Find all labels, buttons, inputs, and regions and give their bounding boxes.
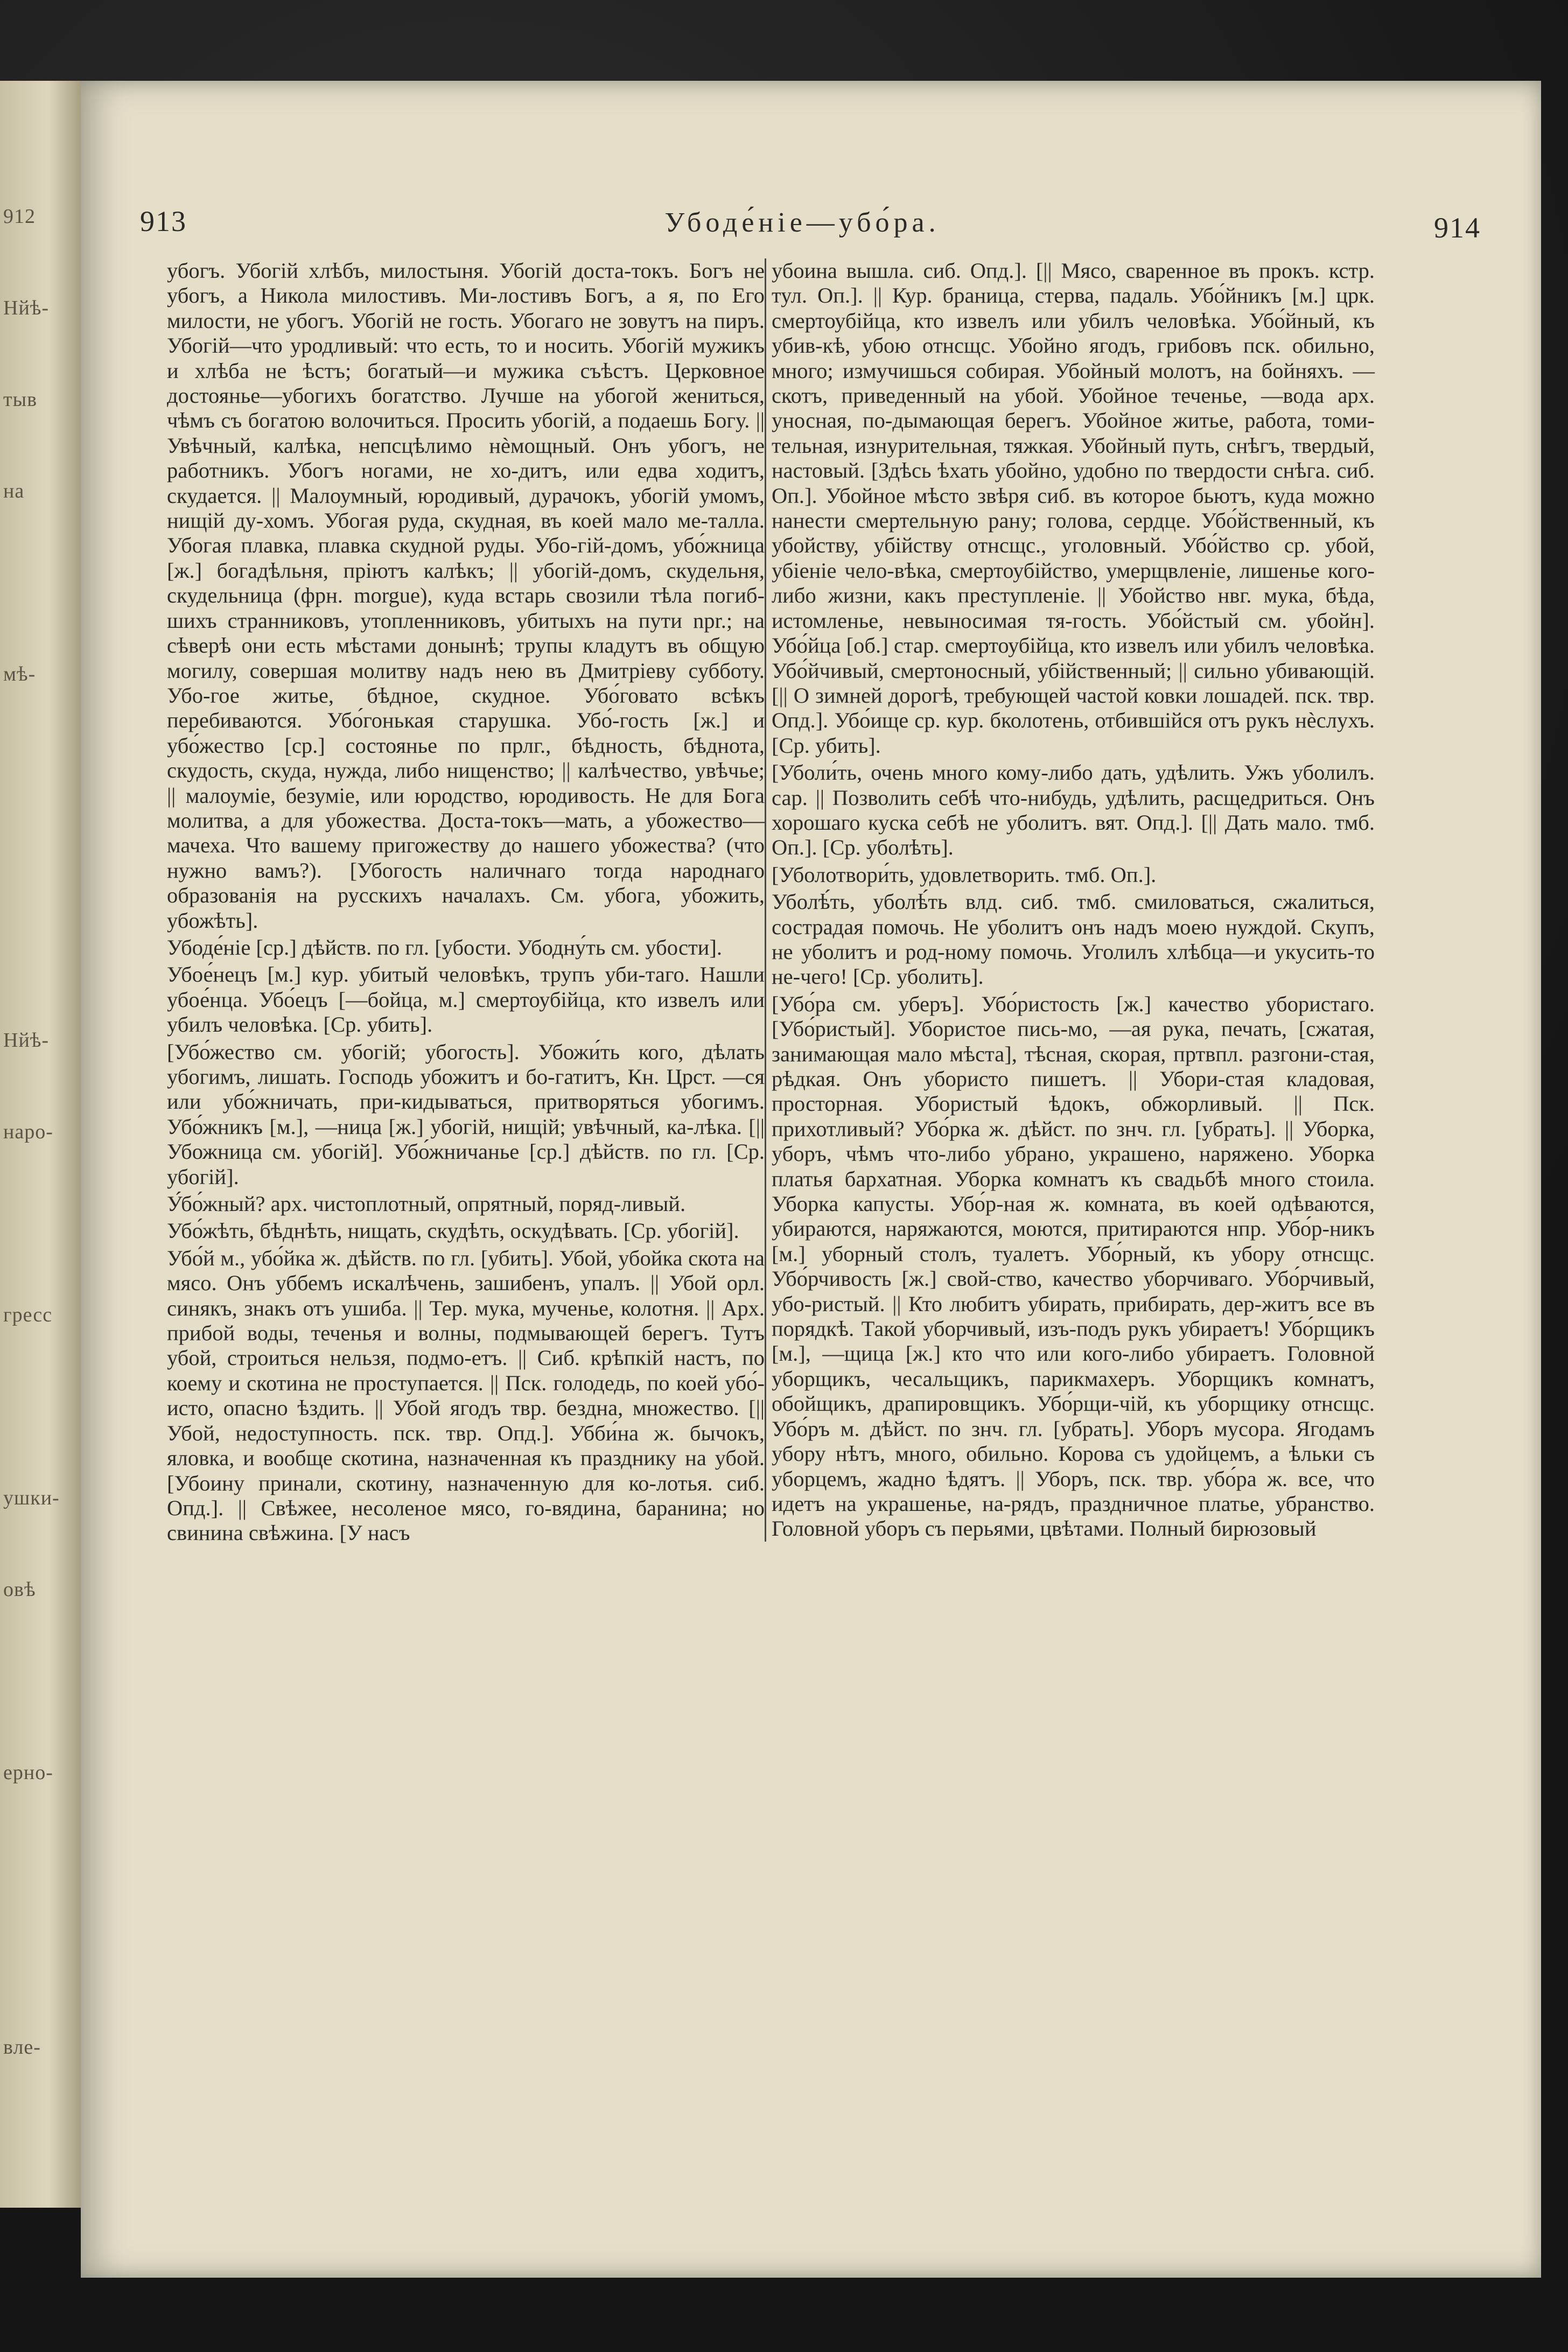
- previous-page-fragment: на: [3, 480, 25, 502]
- dictionary-entry: [Уболотвори́ть, удовлетворить. тмб. Оп.].: [772, 862, 1157, 887]
- continued-entry: убогъ. Убогій хлѣбъ, милостыня. Убогій доста-токъ. Богъ не убогъ, а Никола милостивъ. Ми-лостивъ Богъ, а я, по Его милости, не убогъ. Убогій не гость. Убогаго не зовутъ на пиръ. Убогій—что уродливый: что есть, то и носить. Убогій мужикъ и хлѣба не ѣстъ; богатый—и мужика съѣстъ. Церковное достоянье—убогихъ богатство. Лучше на убогой жениться, чѣмъ съ богатою волочиться. Просить убогій, а подаешь Богу. || Увѣчный, калѣка, непсцѣлимо нѐмощный. Онъ убогъ, не работникъ. Убогъ ногами, не хо-дитъ, или едва ходитъ, скудается. || Малоумный, юродивый, дурачокъ, убогій умомъ, нищій ду-хомъ. Убогая руда, скудная, въ коей мало ме-талла. Убогая плавка, плавка скудной руды. Убо-гій-домъ, убо́жница [ж.] богадѣльня, пріютъ калѣкъ; || убогій-домъ, скудельня, скудельница (фрн. morgue), куда встарь свозили тѣла погиб-шихъ странниковъ, утопленниковъ, убитыхъ на пути npr.; на сѣверѣ они есть мѣстами донынѣ; трупы кладутъ въ общую могилу, совершая молитву надъ нею въ Дмитріеву субботу. Убо-гое житье, бѣдное, скудное. Убо́говато всѣкъ перебиваются. Убо́гонькая старушка. Убо́-гость [ж.] и убо́жество [ср.] состоянье по прлг., бѣдность, бѣднота, скудость, скуда, нужда, либо нищенство; || калѣчество, увѣчье; || малоуміе, безуміе, или юродство, юродивость. Не для Бога молитва, а для убожества. Доста-токъ—мать, а убожество—мачеха. Что вашему пригожеству до нашего убожества? (что нужно вамъ?). [Убогость наличнаго тогда народнаго образованія на русскихъ началахъ. См. убога, убожить, убожѣть].: [167, 258, 765, 933]
- page-header: [140, 205, 1481, 248]
- dictionary-entry: Убо́жѣть, бѣднѣть, нищать, скудѣть, оскудѣвать. [Ср. убогій].: [167, 1219, 739, 1243]
- right-column: [765, 258, 1375, 1542]
- continued-entry: убоина вышла. сиб. Опд.]. [|| Мясо, сваренное въ прокъ. кстр. тул. Оп.]. || Кур. браница, стерва, падаль. Убо́йникъ [м.] црк. смертоубійца, кто извелъ или убилъ человѣка. Убо́йный, къ убив-кѣ, убою отнсщс. Убойно ягодъ, грибовъ пск. обильно, много; измучишься собирая. Убойный молотъ, на бойняхъ. —скотъ, приведенный на убой. Убойное теченье, —вода арх. уносная, по-дымающая берегъ. Убойное житье, работа, томи-тельная, изнурительная, тяжкая. Убойный путь, снѣгъ, твердый, настовый. [Здѣсь ѣхать убойно, удобно по твердости снѣга. сиб. Оп.]. Убойное мѣсто звѣря сиб. въ которое бьютъ, куда можно нанести смертельную рану; голова, сердце. Убо́йственный, къ убойству, убійству отнсщс., уголовный. Убо́йство ср. убой, убіеніе чело-вѣка, смертоубійство, умерщвленіе, лишенье кого-либо жизни, какъ преступленіе. || Убойство нвг. мука, бѣда, истомленье, невыносимая тя-гость. Убо́йстый см. убойн]. Убо́йца [об.] стар. смертоубійца, кто извелъ или убилъ человѣка. Убо́йчивый, смертоносный, убійственный; || сильно убивающій. [|| О зимней дорогѣ, требующей частой ковки лошадей. пск. твр. Опд.]. Убо́ище ср. кур. бколотень, отбившійся отъ рукъ нѐслухъ. [Ср. убить].: [772, 258, 1375, 758]
- previous-page-fragment: 912: [3, 205, 36, 228]
- dictionary-entry: Убо́й м., убо́йка ж. дѣйств. по гл. [убить]. Убой, убойка скота на мясо. Онъ уббемъ искалѣчень, зашибенъ, упалъ. || Убой орл. синякъ, знакъ отъ ушиба. || Тер. мука, мученье, колотня. || Арх. прибой воды, теченья и волны, подмывающей берегъ. Тутъ убой, строиться нельзя, подмо-етъ. || Сиб. крѣпкій настъ, по коему и скотина не проступается. || Пск. голодедь, по коей убо́-исто, опасно ѣздить. || Убой ягодъ твр. безднa, множество. [|| Убой, недоступность. пск. твр. Опд.]. Убби́на ж. бычокъ, яловка, и вообще скотина, назначенная къ празднику на убой. [Убоину принали, скотину, назначенную для ко-лотья. сиб. Опд.]. || Свѣжее, несоленое мясо, го-вядина, баранина; но свинина свѣжина. [У насъ: [167, 1245, 765, 1545]
- previous-page-fragment: наро-: [3, 1121, 53, 1143]
- dictionary-entry: У́бо́жный? арх. чистоплотный, опрятный, поряд-ливый.: [167, 1192, 686, 1216]
- dictionary-entry: [Убо́жество см. убогій; убогость]. Убожи́ть кого, дѣлать убогимъ, лишать. Господь убожитъ и бо-гатитъ, Кн. Црст. —ся или убо́жничать, при-кидываться, притворяться убогимъ. Убо́жникъ [м.], —ница [ж.] убогій, нищій; увѣчный, ка-лѣка. [|| Убожница см. убогій]. Убо́жничанье [ср.] дѣйств. по гл. [Ср. убогій].: [167, 1039, 765, 1189]
- previous-page-fragment: ерно-: [3, 1761, 53, 1784]
- dictionary-page: [81, 81, 1541, 2278]
- previous-page-fragment: Нйѣ-: [3, 1029, 50, 1052]
- previous-page-fragment: овѣ: [3, 1578, 36, 1601]
- dictionary-entry: [Уболи́ть, очень много кому-либо дать, удѣлить. Ужъ уболилъ. сар. || Позволить себѣ что-нибудь, удѣлить, расщедриться. Онъ хорошаго куска себѣ не уболитъ. вят. Опд.]. [|| Дать мало. тмб. Оп.]. [Ср. уболѣть].: [772, 760, 1375, 860]
- previous-page-edge: [0, 81, 84, 2208]
- dictionary-entry: Убоде́ніе [ср.] дѣйств. по гл. [убости. Убодну́ть см. убости].: [167, 935, 722, 960]
- dictionary-entry: Уболѣ́ть, уболѣ́ть влд. сиб. тмб. смиловаться, сжалиться, сострадая помочь. Не уболитъ онъ надъ моею нуждой. Скупъ, не уболитъ и род-ному помочь. Уголилъ хлѣбца—и укусить-то не-чего! [Ср. уболить].: [772, 890, 1375, 989]
- page-number-right: 914: [1434, 212, 1481, 244]
- running-head: Убоде́ніе—убо́ра.: [664, 207, 940, 238]
- left-column: [167, 258, 765, 1546]
- previous-page-fragment: мѣ-: [3, 663, 36, 685]
- previous-page-fragment: Нйѣ-: [3, 297, 50, 319]
- dictionary-entry: [Убо́ра см. уберъ]. Убо́ристость [ж.] качество убористаго. [Убо́ристый]. Убористое пись-мо, —ая рука, печать, [сжатая, занимающая мало мѣста], тѣсная, скорая, пртвпл. разгони-стая, рѣдкая. Онъ убористо пишетъ. || Убори-стая кладовая, просторная. Убористый ѣдокъ, обжорливый. || Пск. прихотливый? Убо́рка ж. дѣйст. по знч. гл. [убрать]. || Уборка, уборъ, чѣмъ что-либо убрано, украшено, наряжено. Уборка платья бархатная. Уборка комнатъ къ свадьбѣ много стоила. Уборка капусты. Убо́р-ная ж. комната, въ коей одѣваются, убираются, наряжаются, моются, притираются нпр. Убо́р-никъ [м.] уборный столъ, туалетъ. Убо́рный, къ убору отнсщс. Убо́рчивость [ж.] свой-ство, качество уборчиваго. Убо́рчивый, убо-ристый. || Кто любитъ убирать, прибирать, дер-житъ все въ порядкѣ. Такой уборчивый, изъ-подъ рукъ убираетъ! Убо́рщикъ [м.], —щица [ж.] кто что или кого-либо убираетъ. Головной уборщикъ, чесальщикъ, парикмахеръ. Уборщикъ комнатъ, обойщикъ, драпировщикъ. Убо́рщи-чій, къ уборщику отнсщс. Убо́ръ м. дѣйст. по знч. гл. [убрать]. Уборъ мусора. Ягодамъ убору нѣтъ, много, обильно. Корова съ удойцемъ, а ѣльки съ уборцемъ, жадно ѣдятъ. || Уборъ, пск. твр. убо́ра ж. все, что идетъ на украшенье, на-рядъ, праздничное платье, убранство. Головной уборъ съ перьями, цвѣтами. Полный бирюзовый: [772, 991, 1375, 1541]
- previous-page-fragment: тыв: [3, 388, 38, 411]
- previous-page-fragment: ушки-: [3, 1487, 60, 1509]
- previous-page-fragment: вле-: [3, 2036, 41, 2059]
- dictionary-entry: Убое́нецъ [м.] кур. убитый человѣкъ, трупъ уби-таго. Нашли убое́нца. Убо́ецъ [—бойца, м.] смертоубійца, кто извелъ или убилъ человѣка. [Ср. убить].: [167, 962, 765, 1037]
- page-number-left: 913: [140, 205, 187, 237]
- previous-page-fragment: гресс: [3, 1304, 53, 1326]
